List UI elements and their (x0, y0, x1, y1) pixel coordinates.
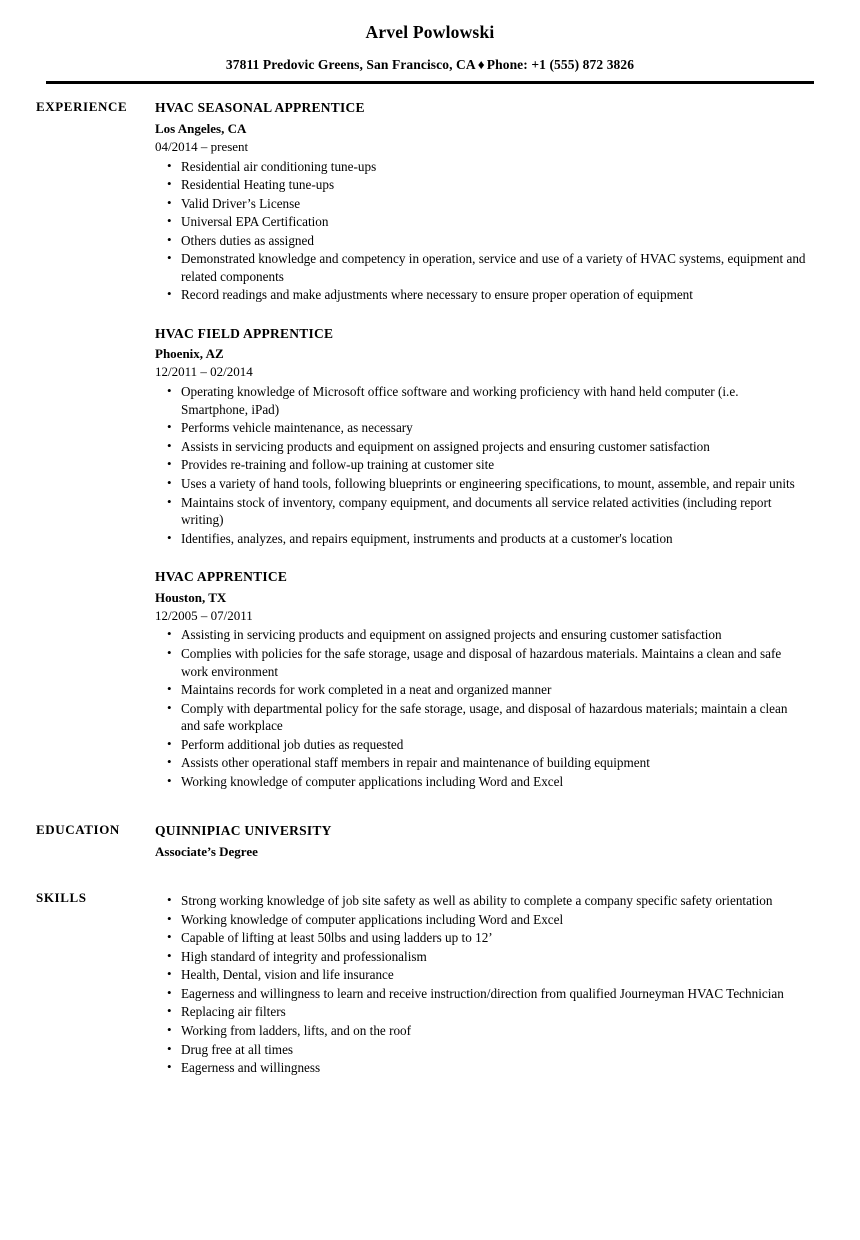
list-item: • Drug free at all times (155, 1041, 806, 1059)
job-dates: 12/2011 – 02/2014 (155, 364, 253, 380)
education-entries (155, 822, 860, 860)
job-entry (155, 325, 806, 547)
resume-body (0, 99, 860, 1076)
candidate-address: 37811 Predovic Greens, San Francisco, CA (225, 57, 476, 72)
list-item: • Comply with departmental policy for the safe storage, usage, and disposal of hazardous materials; maintain a clean and safe workplace (155, 700, 806, 735)
list-item: • Working knowledge of computer applications including Word and Excel (155, 911, 806, 929)
section-label-skills: SKILLS (36, 890, 87, 906)
list-item: • Uses a variety of hand tools, following blueprints or engineering specifications, to mount, assemble, and repair units (155, 475, 806, 493)
list-item: • Assisting in servicing products and equipment on assigned projects and ensuring customer satisfaction (155, 626, 806, 644)
job-location: Houston, TX (155, 589, 227, 605)
list-item: • Assists in servicing products and equipment on assigned projects and ensuring customer satisfaction (155, 438, 806, 456)
list-item: • Perform additional job duties as requested (155, 736, 806, 754)
list-item: • Replacing air filters (155, 1003, 806, 1021)
list-item: • Others duties as assigned (155, 232, 806, 250)
section-experience (0, 99, 860, 790)
resume-header (0, 0, 860, 84)
list-item: • Valid Driver’s License (155, 195, 806, 213)
job-dates: 12/2005 – 07/2011 (155, 607, 253, 623)
list-item: • Working knowledge of computer applications including Word and Excel (155, 773, 806, 791)
job-title: HVAC APPRENTICE (155, 569, 288, 585)
education-entry (155, 822, 806, 860)
list-item: • Demonstrated knowledge and competency in operation, service and use of a variety of HVAC systems, equipment and related components (155, 250, 806, 285)
candidate-contact-line (0, 57, 860, 73)
list-item: • Eagerness and willingness (155, 1059, 806, 1077)
list-item: • Identifies, analyzes, and repairs equipment, instruments and products at a customer's location (155, 530, 806, 548)
skills-bullet-list (155, 892, 806, 1076)
list-item: • Residential air conditioning tune-ups (155, 158, 806, 176)
job-bullet-list (155, 626, 806, 790)
job-entry (155, 99, 806, 304)
list-item: • Complies with policies for the safe storage, usage and disposal of hazardous materials. Maintains a clean and safe work environment (155, 645, 806, 680)
list-item: • High standard of integrity and professionalism (155, 948, 806, 966)
job-entry (155, 568, 806, 790)
candidate-phone: Phone: +1 (555) 872 3826 (486, 57, 635, 72)
list-item: • Maintains stock of inventory, company equipment, and documents all service related activities (including report writing) (155, 494, 806, 529)
skills-entries (155, 890, 860, 1076)
education-degree: Associate’s Degree (155, 843, 258, 859)
list-item: • Performs vehicle maintenance, as necessary (155, 419, 806, 437)
list-item: • Record readings and make adjustments where necessary to ensure proper operation of equipment (155, 286, 806, 304)
job-bullet-list (155, 158, 806, 304)
list-item: • Provides re-training and follow-up training at customer site (155, 456, 806, 474)
job-dates: 04/2014 – present (155, 138, 249, 154)
job-title: HVAC FIELD APPRENTICE (155, 325, 334, 341)
job-location: Los Angeles, CA (155, 120, 247, 136)
section-skills (0, 890, 860, 1076)
list-item: • Assists other operational staff members in repair and maintenance of building equipment (155, 754, 806, 772)
education-school: QUINNIPIAC UNIVERSITY (155, 823, 332, 839)
job-bullet-list (155, 383, 806, 547)
list-item: • Eagerness and willingness to learn and receive instruction/direction from qualified Journeyman HVAC Technician (155, 985, 806, 1003)
section-label-experience: EXPERIENCE (36, 99, 128, 115)
list-item: • Strong working knowledge of job site safety as well as ability to complete a company specific safety orientation (155, 892, 806, 910)
list-item: • Health, Dental, vision and life insurance (155, 966, 806, 984)
job-location: Phoenix, AZ (155, 346, 224, 362)
list-item: • Universal EPA Certification (155, 213, 806, 231)
list-item: • Working from ladders, lifts, and on the roof (155, 1022, 806, 1040)
list-item: • Capable of lifting at least 50lbs and using ladders up to 12’ (155, 929, 806, 947)
list-item: • Operating knowledge of Microsoft office software and working proficiency with hand held computer (i.e. Smartphone, iPad) (155, 383, 806, 418)
list-item: • Residential Heating tune-ups (155, 176, 806, 194)
section-education (0, 822, 860, 860)
candidate-name: Arvel Powlowski (365, 22, 495, 42)
header-divider (46, 81, 814, 84)
list-item: • Maintains records for work completed in a neat and organized manner (155, 681, 806, 699)
diamond-separator-icon: ♦ (477, 57, 485, 72)
job-title: HVAC SEASONAL APPRENTICE (155, 100, 365, 116)
experience-entries (155, 99, 860, 790)
section-label-education: EDUCATION (36, 822, 120, 838)
